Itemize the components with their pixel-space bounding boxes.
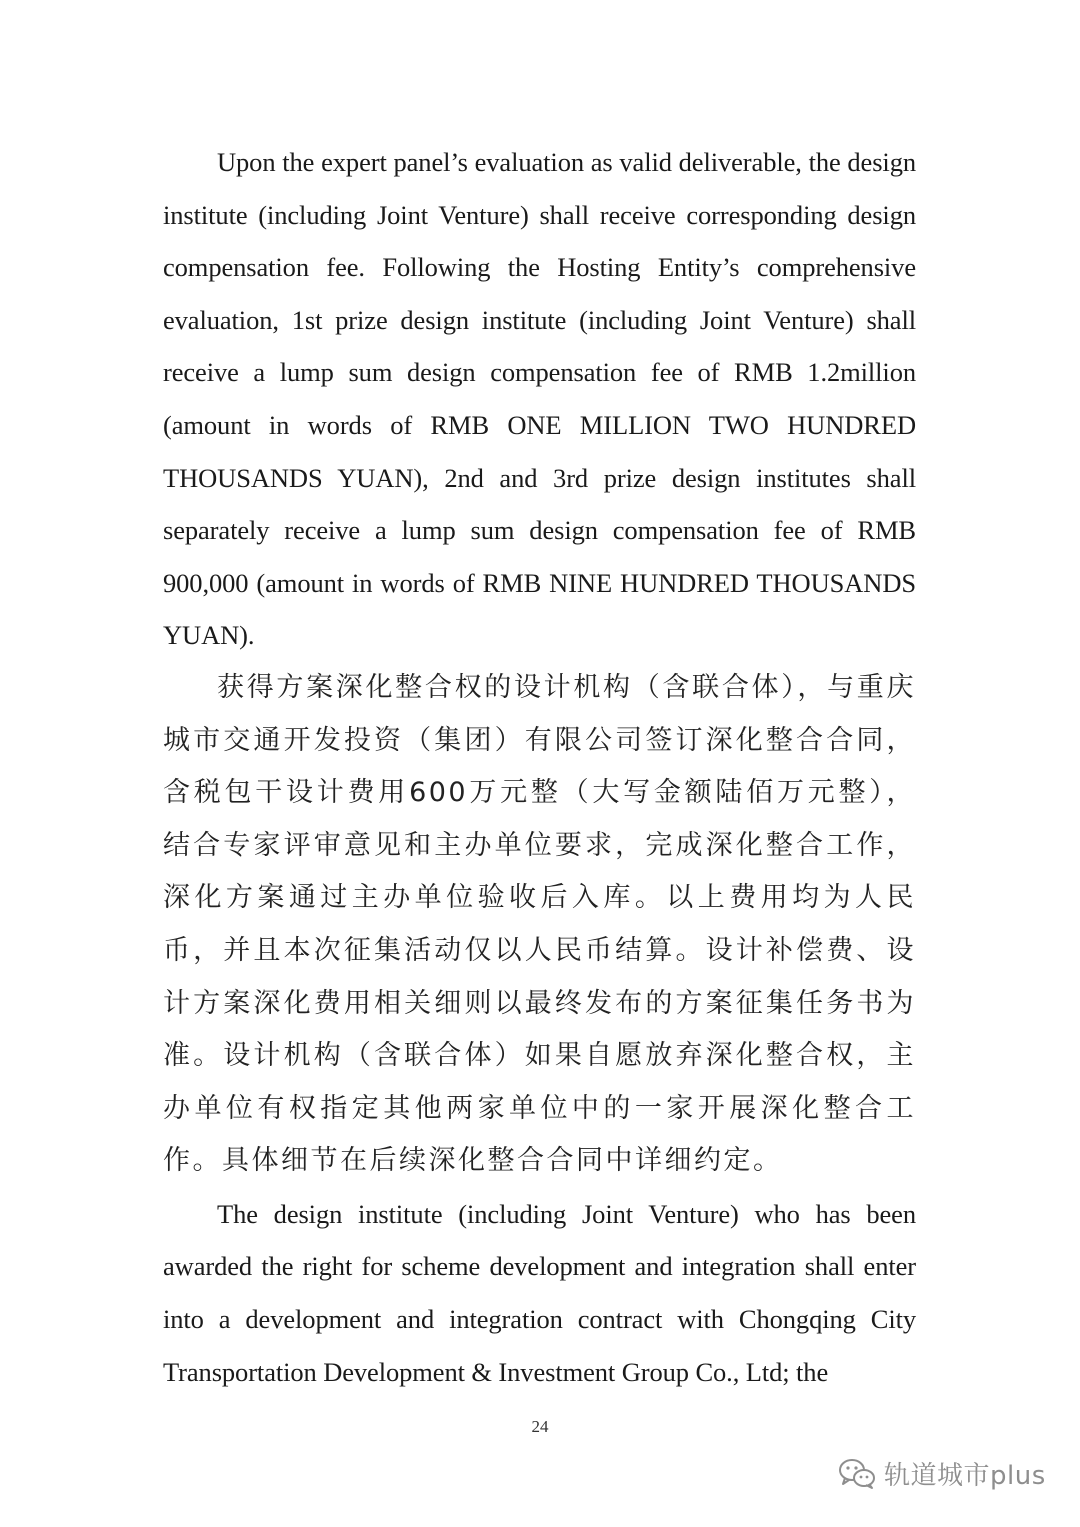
paragraph-compensation-en: Upon the expert panel’s evaluation as valid deliverable, the design institute (including Joint Venture) shall receive corresponding design compensation fee. Following the Hosting Entity’s comprehensive evaluation, 1st prize design institute (including Joint Venture) shall receive a lump sum design compensation fee of RMB 1.2million (amount in words of RMB ONE MILLION TWO HUNDRED THOUSANDS YUAN), 2nd and 3rd prize design institutes shall separately receive a lump sum design compensation fee of RMB 900,000 (amount in words of RMB NINE HUNDRED THOUSANDS YUAN). — [163, 147, 916, 651]
page-body — [163, 136, 916, 1398]
watermark-text: 轨道城市plus — [884, 1461, 1046, 1491]
watermark — [838, 1455, 1046, 1492]
page-number: 24 — [531, 1417, 549, 1436]
paragraph-integration-en: The design institute (including Joint Venture) who has been awarded the right for scheme development and integration shall enter into a development and integration contract with Chongqing City Transportation Development & Investment Group Co., Ltd; the — [163, 1198, 916, 1387]
paragraph-integration-zh: 获得方案深化整合权的设计机构（含联合体），与重庆城市交通开发投资（集团）有限公司签订深化整合合同，含税包干设计费用600万元整（大写金额陆佰万元整），结合专家评审意见和主办单位要求，完成深化整合工作，深化方案通过主办单位验收后入库。以上费用均为人民币，并且本次征集活动仅以人民币结算。设计补偿费、设计方案深化费用相关细则以最终发布的方案征集任务书为准。设计机构（含联合体）如果自愿放弃深化整合权，主办单位有权指定其他两家单位中的一家开展深化整合工作。具体细节在后续深化整合合同中详细约定。 — [163, 671, 916, 1177]
wechat-icon — [838, 1458, 876, 1490]
